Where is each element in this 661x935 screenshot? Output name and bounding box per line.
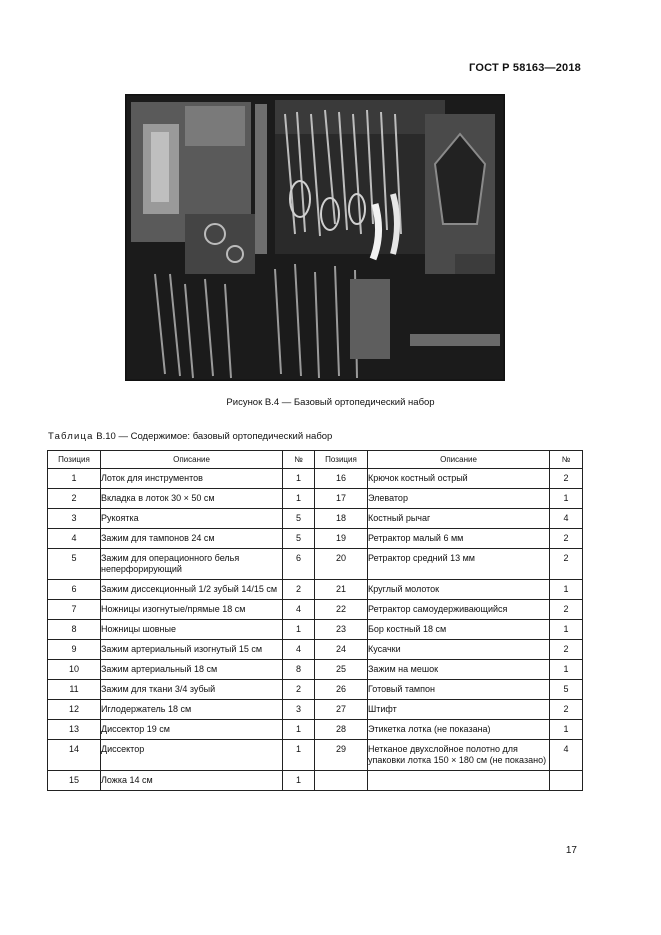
row-description-left: Лоток для инструментов [101,469,283,489]
row-description-right: Нетканое двухслойное полотно для упаковки лотка 150 × 180 см (не показано) [368,740,550,771]
table-row [48,740,583,771]
row-description-right: Ретрактор средний 13 мм [368,549,550,580]
page-number: 17 [565,845,577,856]
header-number-right: № [550,451,583,469]
row-count-left: 1 [283,469,315,489]
row-position-left: 15 [48,771,101,791]
row-position-right: 17 [315,489,368,509]
row-description-right: Крючок костный острый [368,469,550,489]
table-title [48,431,332,442]
row-description-left: Ложка 14 см [101,771,283,791]
row-position-left: 5 [48,549,101,580]
row-position-right: 24 [315,640,368,660]
row-position-left: 11 [48,680,101,700]
row-position-left: 1 [48,469,101,489]
contents-table [47,450,583,791]
row-description-left: Диссектор 19 см [101,720,283,740]
row-description-right: Ретрактор самоудерживающийся [368,600,550,620]
table-row [48,620,583,640]
row-count-left: 3 [283,700,315,720]
row-description-right: Бор костный 18 см [368,620,550,640]
row-count-left: 8 [283,660,315,680]
row-description-left: Ножницы изогнутые/прямые 18 см [101,600,283,620]
row-position-right: 25 [315,660,368,680]
row-count-right: 1 [550,720,583,740]
table-row [48,549,583,580]
row-count-right: 2 [550,700,583,720]
row-count-left: 6 [283,549,315,580]
row-count-right [550,771,583,791]
row-description-right: Костный рычаг [368,509,550,529]
table-row [48,469,583,489]
row-count-right: 2 [550,640,583,660]
row-position-left: 8 [48,620,101,640]
row-description-left: Рукоятка [101,509,283,529]
table-title-prefix: Таблица [48,431,94,442]
row-position-right: 22 [315,600,368,620]
instrument-tray-illustration [125,94,505,381]
row-count-right: 4 [550,740,583,771]
row-position-left: 7 [48,600,101,620]
table-row [48,660,583,680]
row-description-right: Ретрактор малый 6 мм [368,529,550,549]
row-count-left: 1 [283,740,315,771]
row-description-left: Диссектор [101,740,283,771]
table-row [48,509,583,529]
surgical-instrument-tray-photo [125,94,505,381]
row-count-right: 1 [550,620,583,640]
row-description-left: Иглодержатель 18 см [101,700,283,720]
row-count-left: 1 [283,489,315,509]
row-description-left: Ножницы шовные [101,620,283,640]
row-position-right: 20 [315,549,368,580]
row-description-left: Зажим для тампонов 24 см [101,529,283,549]
row-count-left: 1 [283,620,315,640]
header-description-left: Описание [101,451,283,469]
row-count-left: 1 [283,720,315,740]
document-standard-number: ГОСТ Р 58163—2018 [469,62,581,74]
row-count-right: 2 [550,600,583,620]
row-position-left: 13 [48,720,101,740]
row-count-right: 5 [550,680,583,700]
row-description-right: Круглый молоток [368,580,550,600]
row-count-left: 4 [283,600,315,620]
row-position-left: 4 [48,529,101,549]
row-description-right [368,771,550,791]
row-description-left: Зажим диссекционный 1/2 зубый 14/15 см [101,580,283,600]
row-description-left: Зажим для ткани 3/4 зубый [101,680,283,700]
figure-caption: Рисунок В.4 — Базовый ортопедический набор [226,397,435,408]
table-row [48,489,583,509]
row-count-right: 2 [550,469,583,489]
row-position-left: 2 [48,489,101,509]
row-position-left: 14 [48,740,101,771]
row-count-left: 4 [283,640,315,660]
row-count-right: 2 [550,529,583,549]
table-row [48,580,583,600]
row-position-right: 26 [315,680,368,700]
table-row [48,640,583,660]
row-description-left: Зажим артериальный 18 см [101,660,283,680]
row-count-right: 4 [550,509,583,529]
row-position-right: 27 [315,700,368,720]
table-row [48,771,583,791]
row-position-left: 12 [48,700,101,720]
header-position-left: Позиция [48,451,101,469]
row-position-right: 28 [315,720,368,740]
row-count-left: 5 [283,529,315,549]
table-row [48,600,583,620]
row-description-left: Зажим артериальный изогнутый 15 см [101,640,283,660]
row-count-left: 2 [283,680,315,700]
row-position-left: 9 [48,640,101,660]
row-position-right: 19 [315,529,368,549]
row-description-left: Вкладка в лоток 30 × 50 см [101,489,283,509]
row-position-right: 21 [315,580,368,600]
row-position-left: 6 [48,580,101,600]
row-position-right: 23 [315,620,368,640]
row-position-right [315,771,368,791]
header-position-right: Позиция [315,451,368,469]
row-count-right: 1 [550,489,583,509]
row-count-left: 5 [283,509,315,529]
header-number-left: № [283,451,315,469]
row-description-right: Зажим на мешок [368,660,550,680]
table-header-row [48,451,583,469]
row-position-right: 18 [315,509,368,529]
row-count-right: 1 [550,660,583,680]
table-row [48,529,583,549]
row-position-right: 29 [315,740,368,771]
table-row [48,680,583,700]
row-description-right: Штифт [368,700,550,720]
row-position-left: 3 [48,509,101,529]
row-position-left: 10 [48,660,101,680]
table-row [48,720,583,740]
row-description-right: Готовый тампон [368,680,550,700]
row-description-left: Зажим для операционного белья неперфорирующий [101,549,283,580]
row-description-right: Элеватор [368,489,550,509]
row-description-right: Этикетка лотка (не показана) [368,720,550,740]
row-count-left: 1 [283,771,315,791]
row-count-left: 2 [283,580,315,600]
row-description-right: Кусачки [368,640,550,660]
row-count-right: 1 [550,580,583,600]
header-description-right: Описание [368,451,550,469]
table-row [48,700,583,720]
row-count-right: 2 [550,549,583,580]
row-position-right: 16 [315,469,368,489]
table-title-text: В.10 — Содержимое: базовый ортопедический набор [96,431,333,442]
